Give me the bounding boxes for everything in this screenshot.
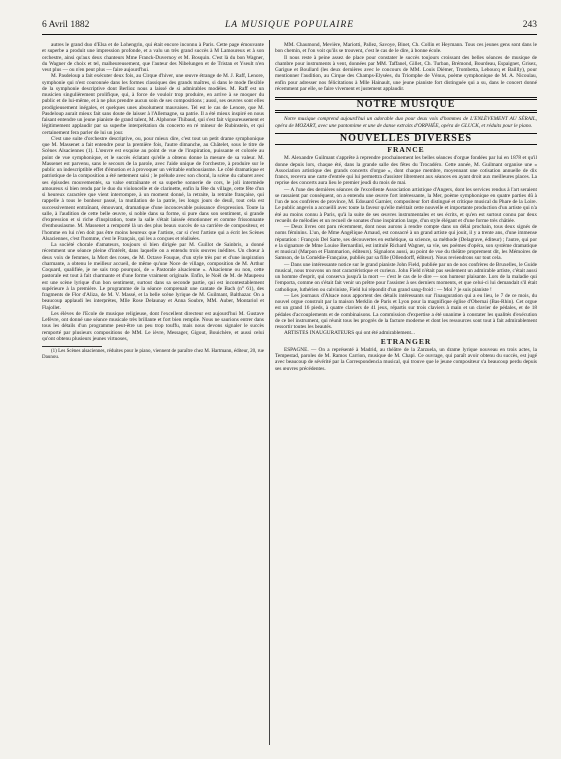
right-column [275,42,537,747]
notre-musique-heading: NOTRE MUSIQUE [275,97,537,113]
column-divider [269,40,270,745]
footnote-rule [42,346,102,347]
header-date: 6 Avril 1882 [42,20,90,30]
news-paragraph: M. Alexandre Guilmant s'apprête à reprendre prochainement les belles séances d'orgue fondées par lui en 1878 et qu'il donne depuis lors, chaque été, dans la grande salle des fêtes du Trocadéro. Cette année, M. Guilmant organise une « Association artistique des grands concerts d'orgue », dont chaque membre, moyennant une cotisation annuelle de dix francs, recevra une carte d'entrée qui lui permettra d'assister librement aux séances en ayant droit aux meilleures places. La reprise des concerts aura lieu le premier jeudi du mois de mai. [275,155,537,187]
etranger-paragraph: ESPAGNE. — On a représenté à Madrid, au théâtre de la Zarzuela, un drame lyrique nouveau en trois actes, la Tempestad, paroles de M. Ramos Carrion, musique de M. Chapi. Ce ouvrage, qui paraît avoir obtenu du succès, est jugé avec beaucoup de sévérité par la Correspondencia musical, qui trouve que le jeune compositeur s'a beaucoup perdu depuis ses œuvres précédentes. [275,346,537,372]
left-column [42,42,264,747]
france-heading: FRANCE [387,145,425,154]
header-page-number: 243 [522,20,537,30]
news-paragraph: — Dans une intéressante notice sur le grand pianiste John Field, publiée par un de nos confrères de Bruxelles, le Guide musical, nous trouvons un mot caractéristique et curieux. John Field n'était pas seulement un admirable artiste, c'était aussi un homme d'esprit, qui conserva jusqu'à la mort — c'est le cas de le dire — son humeur plaisante. Lors de la maladie qui l'emporta, comme on s'était fait venir un prêtre pour l'assister à ses derniers moments, et que celui-ci lui demandait s'il était catholique, luthérien ou calviniste, Field lui répondit d'un grand sang-froid : — Moi ? je suis pianiste ! [275,261,537,293]
left-paragraph: Les élèves de l'Ecole de musique religieuse, dont l'excellent directeur est aujourd'hui M. Gustave Lefèvre, ont donné une séance musicale très brillante et fort bien remplie. Nous ne saurions entrer dans tous les détails d'un programme peut-être un peu trop touffu, mais nous devons signaler le succès remporté par plusieurs compositions de MM. Le ièvre, Messager, Gigout, Bouichère, et aussi celui qu'ont obtenu plusieurs jeunes virtuoses, [42,310,264,342]
header-title: LA MUSIQUE POPULAIRE [224,20,355,30]
right-paragraph: MM. Chaumond, Mevière, Mariotti, Pallez, Savoye, Binet, Ch. Collin et Heymann. Tous ces jeunes gens sont dans le bon chemin, et l'on voit qu'ils se trouvent, c'est le cas de le dire, à bonne école. [275,42,537,55]
news-paragraph: ARTISTES INAUGURATEURS qui ont été admirablement... [284,330,415,337]
etranger-heading: ETRANGER [380,336,432,346]
footnote: (1) Les Scènes alsaciennes, réduites pour le piano, viennent de paraître chez M. Hartmann, éditeur, 20, rue Daunou. [42,349,264,361]
left-paragraph: M. Pasdeloup a fait exécuter deux fois, au Cirque d'hiver, une œuvre étrange de M. J. Raff, Lenore, symphonie qui n'est couronnée dans les formes classiques des grands maîtres, si dans le mode flexible de la symphonie descriptive dont Berlioz nous a laissé de si admirables modèles. M. Raff est un musicien singulièrement prolifique, qui, à force de vouloir trop produire, en arrive à se moquer du public et de lui-même, et à ne plus prendre aucun soin de ses compositions ; aussi, ses œuvres sont elles prodigieusement inégales, et quelques unes absolument mauvaises. Tel est le cas de Lenore, que M. Pasdeloup aurait mieux fait sans doute de laisser à l'Allemagne, sa patrie. Il a été mieux inspiré en nous faisant entendre un jeune pianiste de grand talent, M. Alphonse Thibaud, qui s'est fait vigoureusement et légitimement applaudir par sa superbe interprétation du concerto en ré mineur de Rubinstein, et qui certainement fera parler de lui un jour. [42,73,264,136]
notre-musique-text: Notre musique comprend aujourd'hui un adorable duo pour deux voix d'hommes de L'ENLÈVEMENT AU SÉRAIL, opéra de MOZART, avec une pantomime et une de danse extraits d'ORPHÉE, opéra de GLUCK, et réduits pour le piano. [275,116,537,129]
header-rule [42,34,537,35]
news-paragraph: — Deux livres ont paru récemment, dont nous aurons à rendre compte dans un délai prochain, tous deux signés de noms féminins. L'un, de Mme Angélique Arnaud, est consacré à un grand artiste qui jouit, il y a trente ans, d'une immense réputation : François Del Sarte, ses découvertes en esthétique, sa science, sa méthode (Delagrave, éditeur) ; l'autre, qui por e la signature de Mme Louise Bernardini, est intitulé Richard Wagner, sa vie, ses poèmes d'opéra, son système dramatique et musical (Marpon et Flammarion, éditeurs). Signalons aussi, au point de vue du théâtre proprement dit, les Mémoires de Samson, de la Comédie-Française, publiés par sa fille (Ollendorff, éditeur). Nous reviendrons sur tout cela. [275,224,537,262]
left-paragraph: C'est une suite d'orchestre descriptive, ou, pour mieux dire, c'est tout un petit drame symphonique que M. Massenet a fait entendre pour la première fois, l'autre dimanche, au Châtelet, sous le titre de Scènes Alsaciennes (1). L'œuvre est exquise au point de vue de l'inspiration, puissante et colorée au point de vue symphonique, et le succès éclatant qu'elle a obtenu donne la mesure de sa valeur. M. Massenet est parvenu, sans le secours de la parole, avec l'aide unique de l'orchestre, à produire sur le public un indescriptible effet d'émotion et à provoquer un véritable enthousiasme. Le côté dramatique et patriotique de la composition a été nettement saisi ; le prélude avec son choral, la scène du cabaret avec ses épisodes mouvementés, sa valse entraînante et sa superbe sonnerie de cors, le joli intermède amoureux si bien rendu par le duo du violoncelle et de clarinette, enfin la fête du village, cette fête d'un si heureux caractère que vient interrompre, à un moment donné, la retraite, la retraite française, qui rappelle à tous le bonheur passé, la mutilation de la patrie, les longs jours de deuil, tout cela est successivement entraînant, émouvant, dramatique d'une inconcevable puissance d'expression. Toute la salle, à l'audition de cette belle œuvre, si noble dans sa forme, si pure dans son sentiment, si grande d'expression et si riche d'inspiration, toute la salle s'était laissée émotionner et comme frissonnante d'enthousiasme. M. Massenet a remporté là un des plus beaux succès de sa carrière de compositeur, et l'homme en lui n'en doit pas être moins heureux que l'artiste, car si c'est l'artiste qui a écrit les Scènes Alsaciennes, c'est l'homme, c'est le Français, qui les a conçues et réalisées. [42,135,264,242]
right-paragraph: Il nous reste à peine assez de place pour constater le succès toujours croissant des belles séances de musique de chambre pour instruments à vent, données par MM. Taffanel, Gillet, Ch. Turban, Brémond, Bourdeau, Espaignet, Grisez, Garigue et Boullard (les deux dernières avec le concours de MM. Louis Diémer, Trombetta, Leboucq et Baillly), pour mentionner l'audition, au Cirque des Champs-Elysées, du Triomphe de Vénus, poème symphonique de M. A. Nicoulau, enfin pour adresser nos félicitations à Mlle Hainault, une jeune pianiste fort distinguée qui a su, dans le concert donné récemment par elle, se faire vivement et justement applaudir. [275,54,537,92]
news-paragraph: — Les journaux d'Alsace nous apportent des détails intéressants sur l'inauguration qui a eu lieu, le 7 de ce mois, du nouvel orgue construit par la maison Merklin de Paris et Lyon pour la magnifique église d'Obernai (Bas-Rhin). Cet orgue est un grand 16 pieds, à quatre claviers de 41 jeux, répartis sur trois claviers à main et un clavier de pédales, et de 18 pédales d'accouplements et de combinaisons. La commission d'expertise a été unanime à constater les qualités d'exécution de ce bel instrument, qui réunit tous les progrès de la facture moderne et dont les ressources sont tout à fait admirablement ressortir toutes les beautés. [275,292,537,330]
left-paragraph: autres le grand duo d'Elsa et de Lohengrin, qui était encore inconnu à Paris. Cette page émouvante et superbe a produit une impression profonde, et a valu un très grand succès à M Lamoureux et à son orchestre, ainsi qu'aux deux chanteurs Mme Franck-Duvernoy et M. Bosquin. C'est là du bon Wagner, du Wagner de choix et tel, malheureusement, que l'auteur des Nibelungen et de Tristan et Yseult n'en veut plus — ou n'en peut plus — faire aujourd'hui. [42,42,264,73]
left-paragraph: La société chorale d'amateurs, toujours si bien dirigée par M. Guillot de Sainbris, a donné récemment une séance pleine d'intérêt, dans laquelle on a entendu trois œuvres inédites. Un chœur à deux voix de femmes, la Mort des roses, de M. Octave Fouque, d'un style très pur et d'une inspiration charmante, a obtenu le meilleur accueil, de même qu'une Noce de village, composition de M. Arthur Coquard, qualifiée, je ne sais trop pourquoi, de « Pastorale alsacienne ». Alsacienne ou non, cette pastorale est tout à fait charmante et d'une forme vraiment originale. Enfin, le Noël de M. de Maupeou est une scène lyrique d'un bon sentiment, surtout dans sa seconde partie, qui est incontestablement supérieure à la première. Le programme de la séance comprenait une cantate de Bach (n° 61), des fragments de Flor d'Aliza, de M. V. Massé, et la belle scène lyrique de M. Guilmant, Balthazar. On a beaucoup applaudi les interprètes, Mlle Rose Delaunay et Anna Soubre, MM. Auber, Montariol et Flajollet. [42,242,264,311]
nouvelles-heading: NOUVELLES DIVERSES [275,133,537,145]
news-paragraph: — A l'une des dernières séances de l'excellente Association artistique d'Angers, dont les services rendus à l'art seraient se rassaient par conséquent, on a entendu une œuvre fort intéressante, la Mer, poème symphonique en quatre parties dû à l'un de nos confrères de province, M. Edouard Garnier, compositeur fort distingué et critique musical du Phare de la Loire. Le public angevin a accueilli avec toute la faveur qu'elle méritait cette nouvelle et importante production d'un artiste qui n'a été au moins connu à Paris, qu'à la suite de ses œuvres instrumentales et ses écrits, et qu'en est surtout connu par deux recueils de mélodies et un recueil de sonates d'une inspiration large, d'un style élégant et d'une forme très châtiée. [275,186,537,224]
page-header [42,20,537,34]
